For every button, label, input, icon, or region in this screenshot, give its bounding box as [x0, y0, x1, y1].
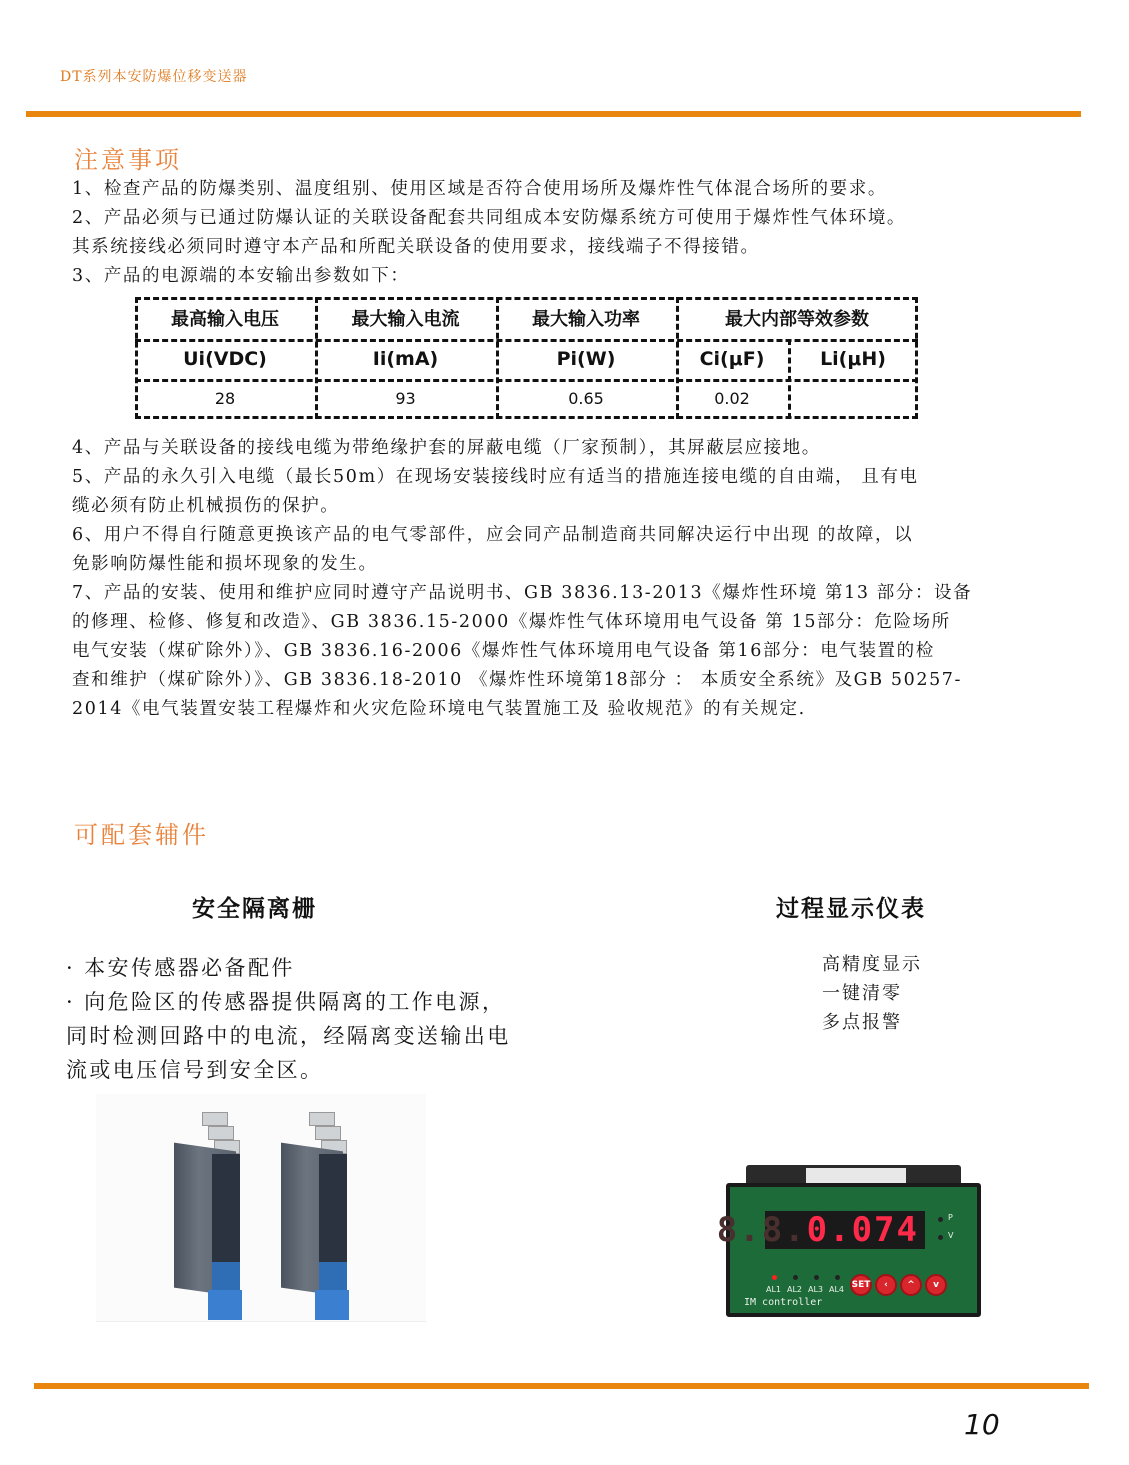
- barrier-product-photo: [96, 1094, 426, 1322]
- alarm-led-4: [835, 1275, 840, 1280]
- meter-brand-label: IM controller: [744, 1297, 823, 1308]
- page-number: 10: [964, 1408, 1000, 1441]
- barrier-desc-line-3: 同时检测回路中的电流，经隔离变送输出电: [66, 1024, 511, 1048]
- note-list-top: [72, 175, 1062, 291]
- barrier-desc-line-1: · 本安传感器必备配件: [66, 956, 295, 980]
- meter-feature-1: 高精度显示: [822, 954, 922, 975]
- unit-ci: Ci(μF): [699, 348, 765, 370]
- value-ci: 0.02: [714, 388, 750, 408]
- header-rule: [26, 111, 1081, 117]
- alarm-label-1: AL1: [766, 1285, 782, 1294]
- meter-display-unlit: 8.8.: [716, 1210, 807, 1250]
- unit-pi: Pi(W): [556, 348, 616, 370]
- section-title-notes: 注意事项: [74, 146, 182, 174]
- note-3-line-1: 3、产品的电源端的本安输出参数如下：: [72, 266, 410, 286]
- section-title-accessories: 可配套辅件: [74, 821, 209, 849]
- note-5-line-2: 缆必须有防止机械损伤的保护。: [72, 496, 340, 516]
- meter-panel: [716, 1183, 981, 1317]
- meter-display: [716, 1210, 925, 1250]
- alarm-led-2: [793, 1275, 798, 1280]
- meter-led-v: [938, 1235, 943, 1240]
- meter-left-arrow-icon: ‹: [875, 1274, 897, 1296]
- alarm-label-4: AL4: [829, 1285, 845, 1294]
- note-7-line-2: 的修理、检修、修复和改造》、GB 3836.15-2000《爆炸性气体环境用电气设备 第 15部分：危险场所: [72, 612, 951, 632]
- note-1-line-1: 1、检查产品的防爆类别、温度组别、使用区域是否符合使用场所及爆炸性气体混合场所的要求。: [72, 179, 887, 199]
- value-ii: 93: [395, 388, 416, 408]
- spec-table: [135, 297, 918, 419]
- barrier-desc-line-2: · 向危险区的传感器提供隔离的工作电源，: [66, 990, 506, 1014]
- note-7-line-3: 电气安装（煤矿除外）》、GB 3836.16-2006《爆炸性气体环境用电气设备 第16部分：电气装置的检: [72, 641, 935, 661]
- meter-down-arrow-icon: v: [925, 1274, 947, 1296]
- note-4-line-1: 4、产品与关联设备的接线电缆为带绝缘护套的屏蔽电缆（厂家预制），其屏蔽层应接地。: [72, 438, 821, 458]
- meter-feature-3: 多点报警: [822, 1012, 902, 1033]
- note-2-line-2: 其系统接线必须同时遵守本产品和所配关联设备的使用要求，接线端子不得接错。: [72, 237, 760, 257]
- meter-feature-2: 一键清零: [822, 983, 902, 1004]
- footer-rule: [34, 1383, 1089, 1389]
- header-max-voltage: 最高输入电压: [171, 309, 279, 330]
- meter-up-arrow-icon: ^: [900, 1274, 922, 1296]
- unit-ui: Ui(VDC): [183, 348, 267, 370]
- value-li: [788, 379, 918, 417]
- alarm-led-3: [814, 1275, 819, 1280]
- meter-set-button: SET: [850, 1274, 872, 1296]
- meter-heading: 过程显示仪表: [776, 895, 926, 922]
- alarm-label-2: AL2: [787, 1285, 803, 1294]
- meter-indicator-p: P: [948, 1213, 953, 1222]
- note-list-bottom: [72, 434, 1062, 724]
- meter-display-value: 0.074: [806, 1210, 919, 1250]
- header-max-current: 最大输入电流: [351, 309, 460, 330]
- unit-ii: Ii(mA): [372, 348, 439, 370]
- note-7-line-4: 查和维护（煤矿除外）》、GB 3836.18-2010 《爆炸性环境第18部分 ： 本质安全系统》及GB 50257-: [72, 670, 963, 690]
- meter-features: [822, 950, 922, 1037]
- header-max-power: 最大输入功率: [532, 309, 640, 330]
- note-2-line-1: 2、产品必须与已通过防爆认证的关联设备配套共同组成本安防爆系统方可使用于爆炸性气体环境。: [72, 208, 907, 228]
- unit-li: Li(μH): [820, 348, 886, 370]
- barrier-heading: 安全隔离栅: [192, 895, 317, 922]
- barrier-module-2: [281, 1112, 351, 1317]
- alarm-label-3: AL3: [808, 1285, 824, 1294]
- header-internal-params: 最大内部等效参数: [725, 309, 869, 330]
- barrier-module-1: [174, 1112, 244, 1317]
- note-5-line-1: 5、产品的永久引入电缆（最长50m）在现场安装接线时应有适当的措施连接电缆的自由端， 且有电: [72, 467, 919, 487]
- note-6-line-1: 6、用户不得自行随意更换该产品的电气零部件，应会同产品制造商共同解决运行中出现 的故障，以: [72, 525, 914, 545]
- note-6-line-2: 免影响防爆性能和损坏现象的发生。: [72, 554, 378, 574]
- value-ui: 28: [214, 388, 236, 408]
- barrier-description: [66, 951, 586, 1087]
- barrier-desc-line-4: 流或电压信号到安全区。: [66, 1058, 324, 1082]
- running-header: DT系列本安防爆位移变送器: [60, 69, 248, 85]
- meter-product-photo: [716, 1165, 981, 1317]
- note-7-line-1: 7、产品的安装、使用和维护应同时遵守产品说明书、GB 3836.13-2013《爆炸性环境 第13 部分：设备: [72, 583, 973, 603]
- note-7-line-5: 2014《电气装置安装工程爆炸和火灾危险环境电气装置施工及 验收规范》的有关规定.: [72, 699, 806, 719]
- meter-indicator-v: V: [948, 1231, 954, 1240]
- alarm-led-1: [772, 1275, 777, 1280]
- value-pi: 0.65: [568, 388, 604, 408]
- meter-led-p: [938, 1217, 943, 1222]
